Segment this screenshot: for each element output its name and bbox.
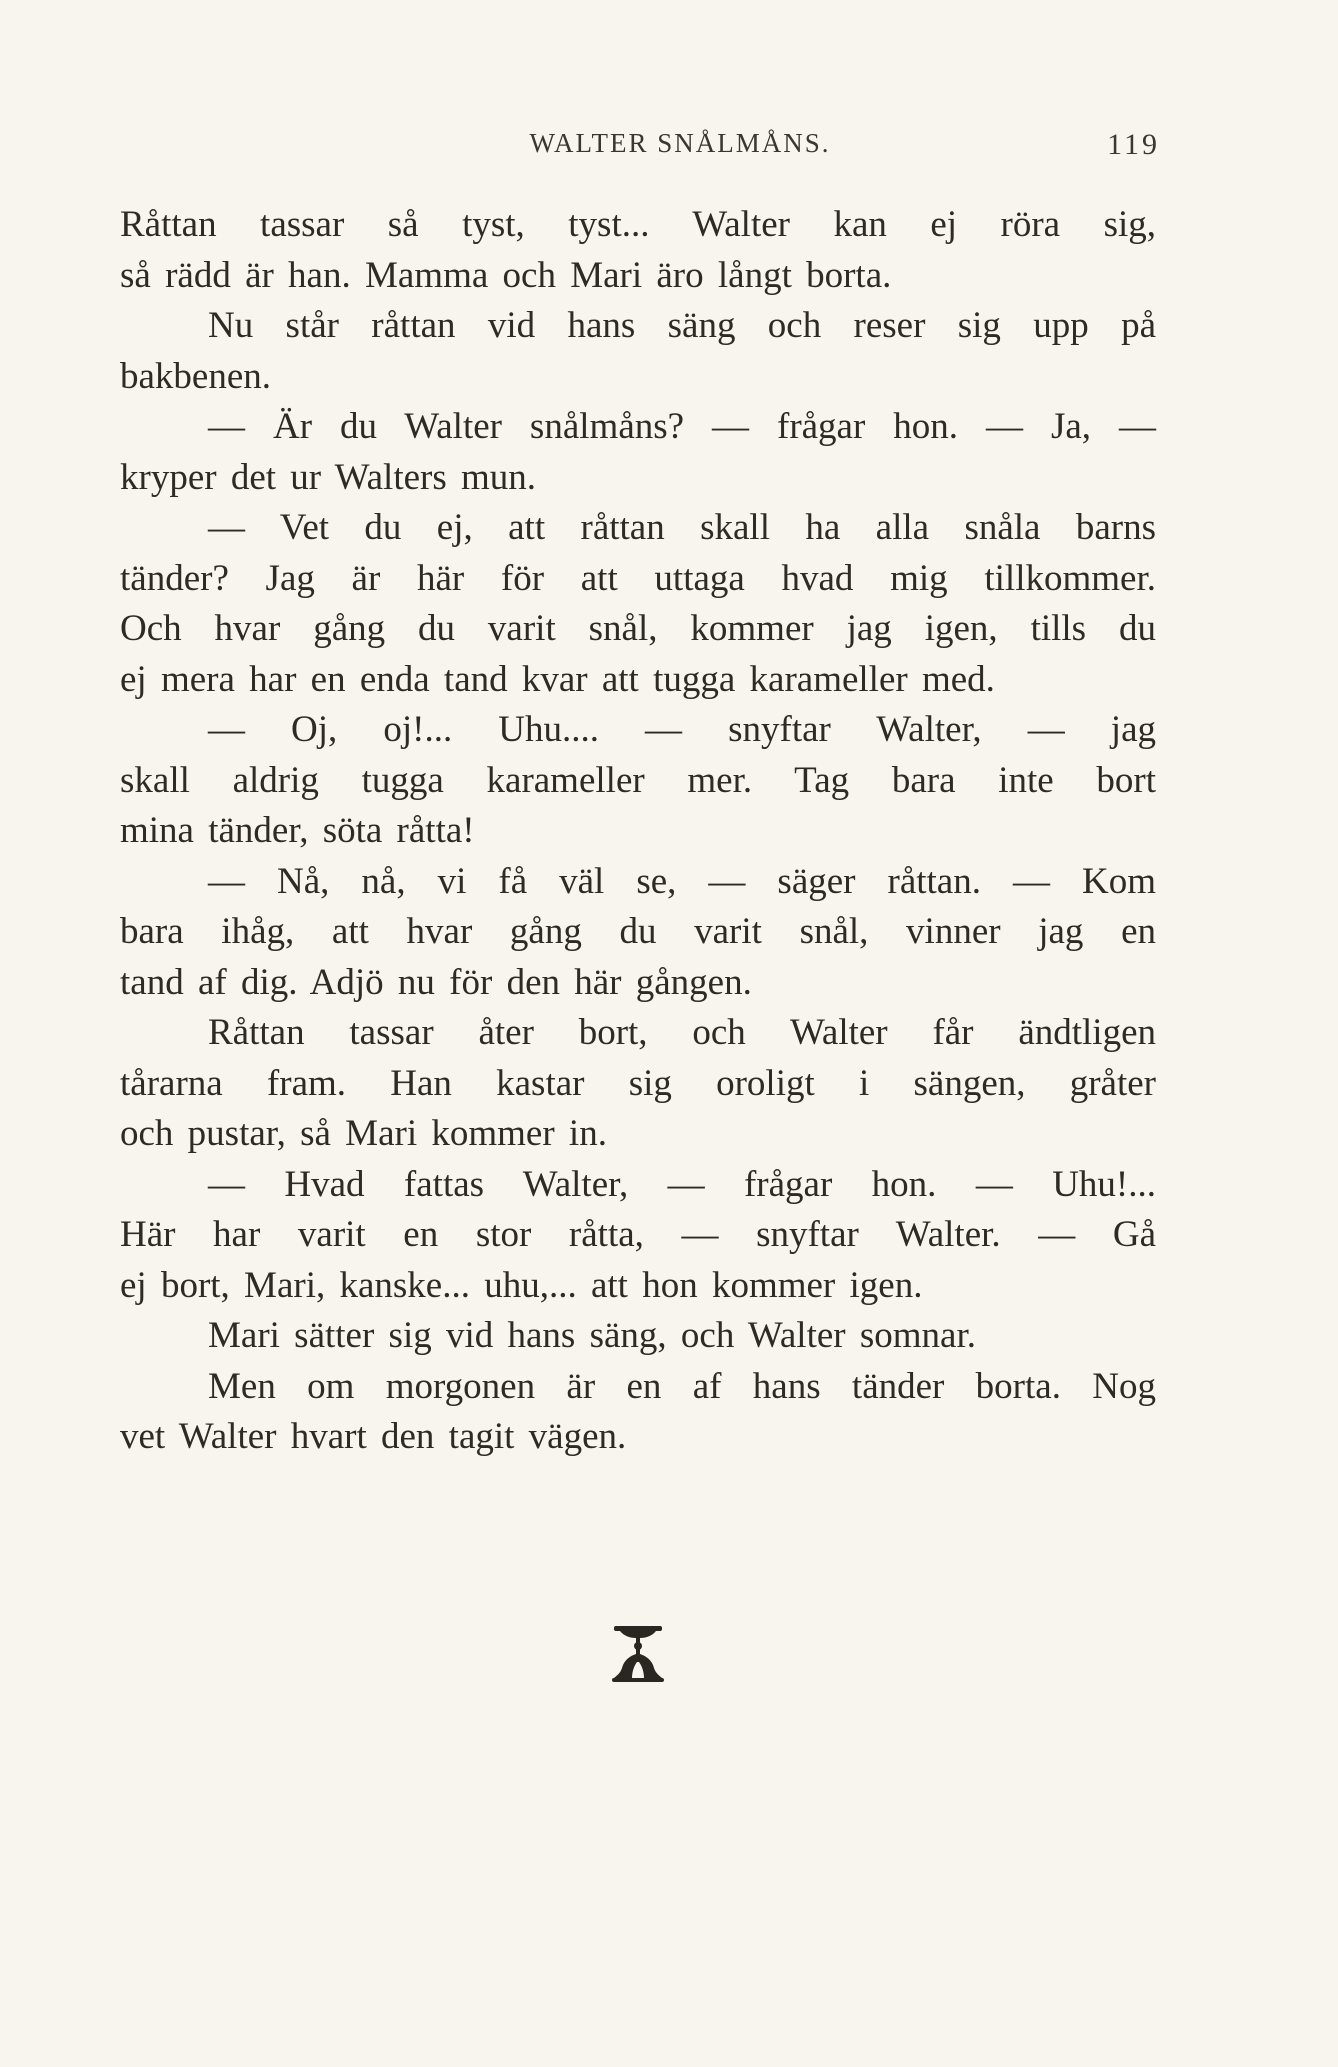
page-number: 119 xyxy=(1107,128,1160,161)
text-line: tänder? Jag är här för att uttaga hvad mig tillkommer. xyxy=(120,557,1156,599)
fleuron-ornament-icon xyxy=(610,1620,666,1684)
text-line: vet Walter hvart den tagit vägen. xyxy=(120,1416,627,1457)
text-line: mina tänder, söta råtta! xyxy=(120,810,475,851)
text-line: — Är du Walter snålmåns? — frågar hon. — Ja, — xyxy=(208,406,1156,447)
text-line: — Vet du ej, att råttan skall ha alla snåla barns xyxy=(208,507,1156,548)
text-line: tand af dig. Adjö nu för den här gången. xyxy=(120,961,752,1003)
text-line: och pustar, så Mari kommer in. xyxy=(120,1113,607,1154)
text-line: ej bort, Mari, kanske... uhu,... att hon kommer igen. xyxy=(120,1264,923,1306)
text-line: så rädd är han. Mamma och Mari äro långt borta. xyxy=(120,254,892,296)
text-line: tårarna fram. Han kastar sig oroligt i sängen, gråter xyxy=(120,1062,1156,1104)
text-line: bakbenen. xyxy=(120,355,272,397)
running-head xyxy=(120,128,1160,168)
text-line: skall aldrig tugga karameller mer. Tag bara inte bort xyxy=(120,759,1156,801)
text-line: Men om morgonen är en af hans tänder borta. Nog xyxy=(208,1365,1156,1407)
text-line: kryper det ur Walters mun. xyxy=(120,456,537,498)
text-line: — Nå, nå, vi få väl se, — säger råttan. — Kom xyxy=(208,860,1156,902)
text-line: Råttan tassar åter bort, och Walter får ändtligen xyxy=(208,1012,1156,1053)
running-title: WALTER SNÅLMÅNS. xyxy=(529,128,831,158)
text-line: Mari sätter sig vid hans säng, och Walter somnar. xyxy=(208,1315,976,1356)
text-line: Här har varit en stor råtta, — snyftar Walter. — Gå xyxy=(120,1214,1156,1255)
text-line: — Oj, oj!... Uhu.... — snyftar Walter, — jag xyxy=(208,709,1156,750)
text-line: — Hvad fattas Walter, — frågar hon. — Uhu!... xyxy=(208,1163,1156,1205)
text-line: Och hvar gång du varit snål, kommer jag igen, tills du xyxy=(120,608,1156,649)
body-text xyxy=(120,200,1156,1463)
text-line: Nu står råttan vid hans säng och reser sig upp på xyxy=(208,305,1156,346)
text-line: bara ihåg, att hvar gång du varit snål, vinner jag en xyxy=(120,911,1156,952)
text-line: Råttan tassar så tyst, tyst... Walter kan ej röra sig, xyxy=(120,204,1156,245)
text-line: ej mera har en enda tand kvar att tugga karameller med. xyxy=(120,658,995,700)
